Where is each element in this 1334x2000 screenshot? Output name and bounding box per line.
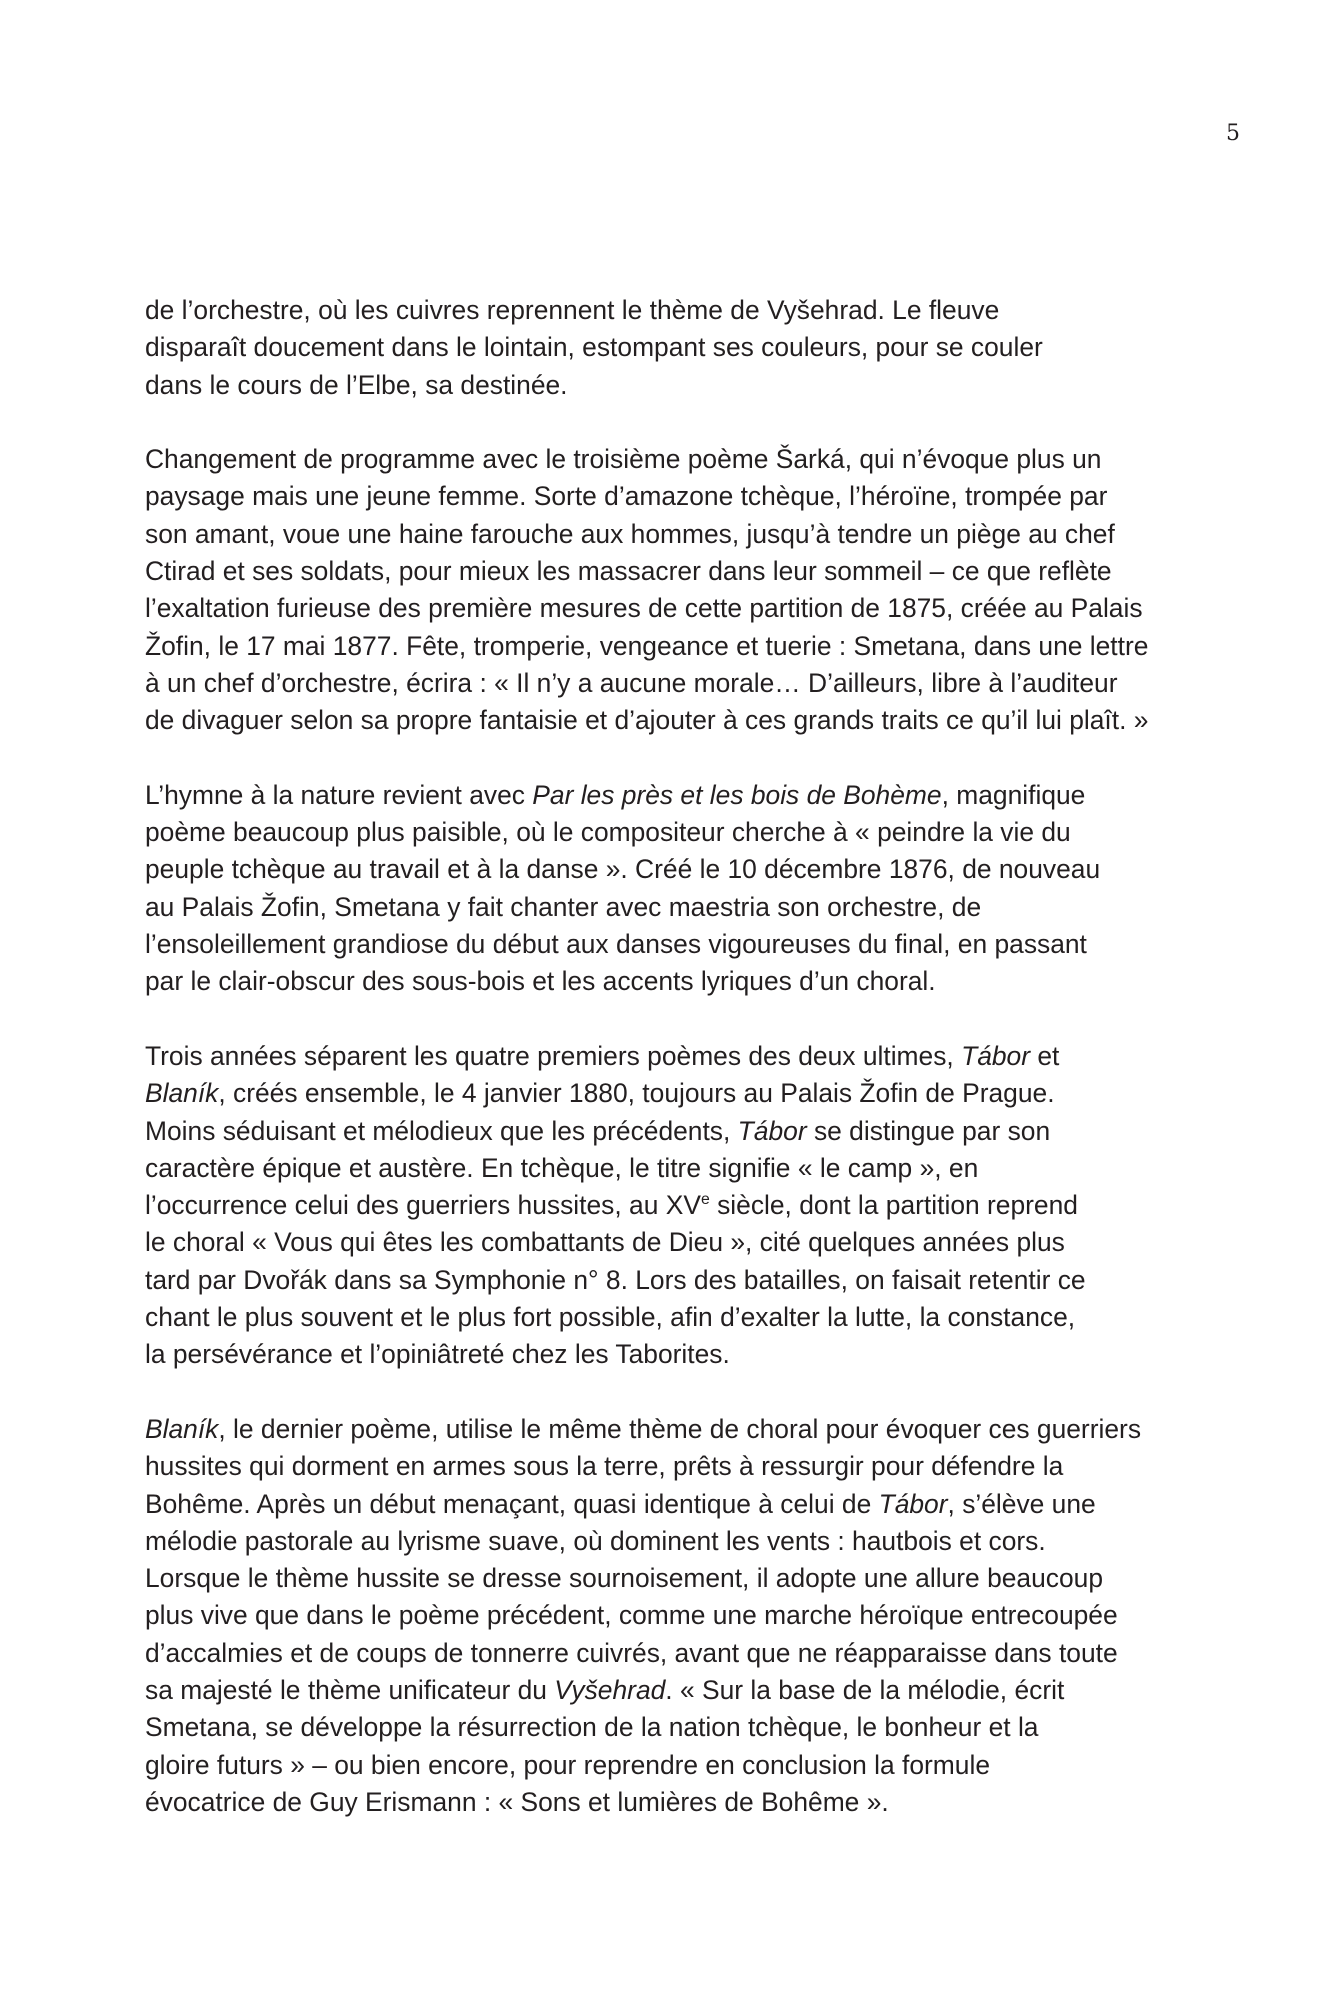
text-line: l’exaltation furieuse des première mesures de cette partition de 1875, créée au Palais	[145, 593, 1143, 624]
text-line	[145, 1075, 1205, 1112]
text-segment: l’occurrence celui des guerriers hussites, au XV	[145, 1190, 701, 1221]
text-line: caractère épique et austère. En tchèque, le titre signifie « le camp », en	[145, 1152, 979, 1183]
text-line: peuple tchèque au travail et à la danse ». Créé le 10 décembre 1876, de nouveau	[145, 854, 1101, 885]
text-segment: , créés ensemble, le 4 janvier 1880, toujours au Palais Žofin de Prague.	[218, 1078, 1055, 1109]
text-line: au Palais Žofin, Smetana y fait chanter avec maestria son orchestre, de	[145, 891, 982, 922]
text-line: disparaît doucement dans le lointain, estompant ses couleurs, pour se couler	[145, 332, 1043, 363]
paragraph	[145, 777, 1205, 1001]
work-title: Tábor	[961, 1040, 1031, 1071]
text-line: Smetana, se développe la résurrection de la nation tchèque, le bonheur et la	[145, 1712, 1039, 1743]
text-line: plus vive que dans le poème précédent, comme une marche héroïque entrecoupée	[145, 1600, 1118, 1631]
text-line: de l’orchestre, où les cuivres reprennent le thème de Vyšehrad. Le fleuve	[145, 295, 1000, 325]
text-segment: , magnifique	[941, 779, 1086, 810]
text-line: le choral « Vous qui êtes les combattants de Dieu », cité quelques années plus	[145, 1227, 1065, 1258]
text-segment: Moins séduisant et mélodieux que les précédents,	[145, 1115, 738, 1146]
text-segment: , le dernier poème, utilise le même thème de choral pour évoquer ces guerriers	[218, 1413, 1142, 1444]
text-line	[145, 1486, 1205, 1523]
text-line	[145, 1672, 1205, 1709]
text-line: chant le plus souvent et le plus fort possible, afin d’exalter la lutte, la constance,	[145, 1302, 1076, 1333]
text-line: l’ensoleillement grandiose du début aux danses vigoureuses du final, en passant	[145, 929, 1087, 960]
text-segment: siècle, dont la partition reprend	[709, 1190, 1078, 1221]
text-line	[145, 1038, 1205, 1075]
text-line: d’accalmies et de coups de tonnerre cuivrés, avant que ne réapparaisse dans toute	[145, 1637, 1118, 1668]
text-segment: se distingue par son	[806, 1115, 1051, 1146]
paragraph	[145, 1411, 1205, 1821]
text-line: la persévérance et l’opiniâtreté chez les Taborites.	[145, 1339, 730, 1370]
text-segment: Bohême. Après un début menaçant, quasi identique à celui de	[145, 1488, 879, 1519]
paragraph	[145, 292, 1205, 404]
text-line: Žofin, le 17 mai 1877. Fête, tromperie, vengeance et tuerie : Smetana, dans une lettre	[145, 630, 1149, 661]
text-line: hussites qui dorment en armes sous la terre, prêts à ressurgir pour défendre la	[145, 1451, 1064, 1482]
text-segment: , s’élève une	[947, 1488, 1096, 1519]
text-line: dans le cours de l’Elbe, sa destinée.	[145, 369, 568, 400]
text-line: à un chef d’orchestre, écrira : « Il n’y a aucune morale… D’ailleurs, libre à l’auditeur	[145, 667, 1118, 698]
text-line	[145, 1411, 1205, 1448]
text-line	[145, 777, 1205, 814]
body-text	[145, 292, 1205, 1858]
text-line: son amant, voue une haine farouche aux hommes, jusqu’à tendre un piège au chef	[145, 518, 1115, 549]
text-segment: et	[1030, 1040, 1060, 1071]
text-line: tard par Dvořák dans sa Symphonie n° 8. Lors des batailles, on faisait retentir ce	[145, 1264, 1086, 1295]
text-line: gloire futurs » – ou bien encore, pour reprendre en conclusion la formule	[145, 1749, 991, 1780]
text-segment: . « Sur la base de la mélodie, écrit	[665, 1674, 1065, 1705]
work-title: Blaník	[145, 1078, 219, 1109]
text-line: Changement de programme avec le troisième poème Šarká, qui n’évoque plus un	[145, 444, 1102, 475]
text-line: Ctirad et ses soldats, pour mieux les massacrer dans leur sommeil – ce que reflète	[145, 556, 1112, 587]
work-title: Vyšehrad	[554, 1674, 666, 1705]
text-segment: L’hymne à la nature revient avec	[145, 779, 533, 810]
century-superscript: e	[700, 1191, 710, 1209]
text-segment: sa majesté le thème unificateur du	[145, 1674, 555, 1705]
paragraph	[145, 1038, 1205, 1374]
text-line: par le clair-obscur des sous-bois et les accents lyriques d’un choral.	[145, 966, 936, 997]
text-line	[145, 1187, 1205, 1224]
text-line: paysage mais une jeune femme. Sorte d’amazone tchèque, l’héroïne, trompée par	[145, 481, 1108, 512]
text-line: évocatrice de Guy Erismann : « Sons et lumières de Bohême ».	[145, 1786, 889, 1817]
page-number: 5	[1226, 121, 1240, 146]
text-line	[145, 1113, 1205, 1150]
text-segment: Trois années séparent les quatre premiers poèmes des deux ultimes,	[145, 1040, 962, 1071]
text-line: de divaguer selon sa propre fantaisie et d’ajouter à ces grands traits ce qu’il lui plaît. »	[145, 705, 1149, 736]
paragraph	[145, 441, 1205, 739]
work-title: Par les près et les bois de Bohème	[532, 779, 942, 810]
work-title: Tábor	[878, 1488, 948, 1519]
work-title: Blaník	[145, 1413, 219, 1444]
text-line: Lorsque le thème hussite se dresse sournoisement, il adopte une allure beaucoup	[145, 1563, 1104, 1594]
text-line: mélodie pastorale au lyrisme suave, où dominent les vents : hautbois et cors.	[145, 1525, 1046, 1556]
text-line: poème beaucoup plus paisible, où le compositeur cherche à « peindre la vie du	[145, 817, 1071, 848]
work-title: Tábor	[737, 1115, 807, 1146]
